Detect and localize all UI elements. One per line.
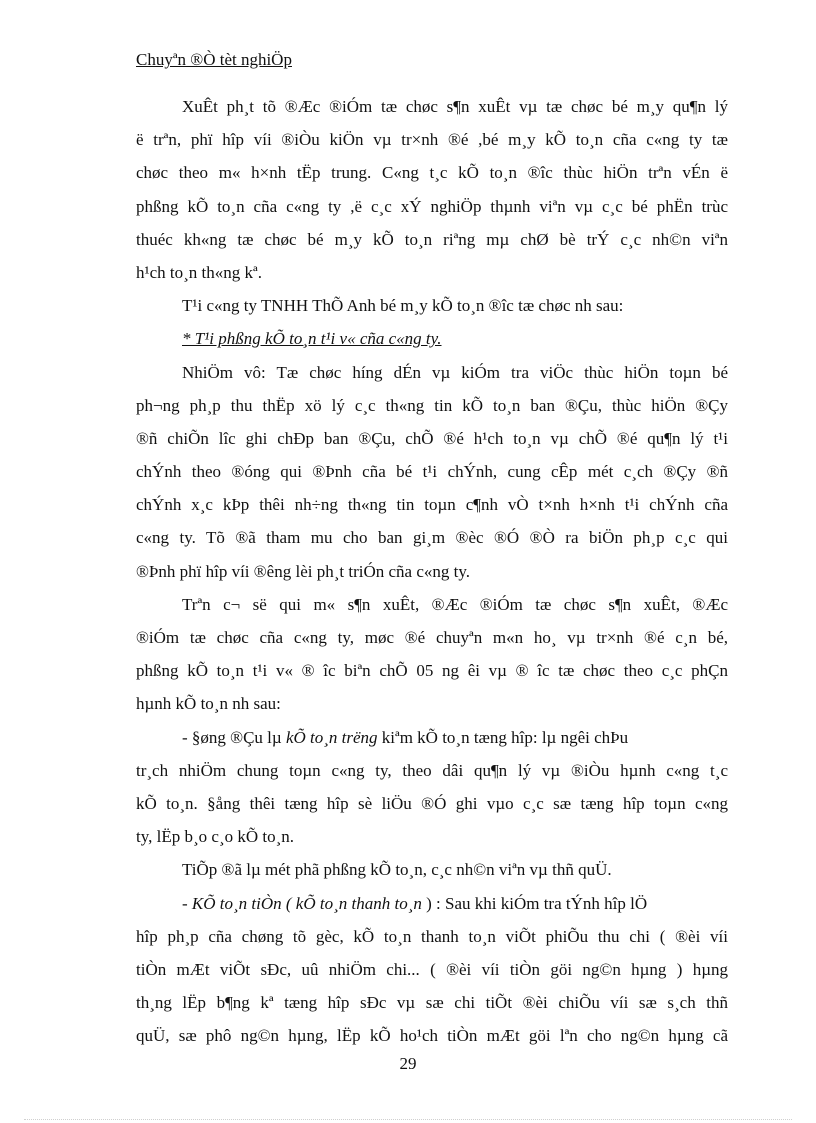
paragraph-line: ë trªn, phï hîp víi ®iÒu kiÖn vµ tr×nh ®é ,bé m¸y kÕ to¸n cña c«ng ty tæ [136, 130, 728, 150]
page-header-title: Chuyªn ®Ò tèt nghiÖp [136, 50, 292, 69]
paragraph-line: XuÊt ph¸t tõ ®Æc ®iÓm tæ chøc s¶n xuÊt vµ tæ chøc bé m¸y qu¶n lý [182, 97, 728, 116]
paragraph-line: th¸ng lËp b¶ng kª tæng hîp sÐc vµ sæ chi tiÕt ®èi chiÕu víi sæ s¸ch thñ [136, 993, 728, 1013]
emphasis-term: kÕ to¸n trëng [285, 727, 378, 747]
paragraph-line [136, 887, 728, 920]
body-text [136, 90, 728, 1052]
paragraph-line: TiÕp ®ã lµ mét phã phßng kÕ to¸n, c¸c nh©n viªn vµ thñ quÜ. [182, 860, 612, 880]
footer-divider [24, 1119, 792, 1120]
paragraph-line: ®Þnh phï hîp víi ®êng lèi ph¸t triÓn cña c«ng ty. [136, 561, 470, 581]
paragraph-line: tiÒn mÆt viÕt sÐc, uû nhiÖm chi... ( ®èi víi tiÒn göi ng©n hµng ) hµng [136, 959, 728, 979]
paragraph-line: kÕ to¸n. §ång thêi tæng hîp sè liÖu ®Ó ghi vµo c¸c sæ tæng hîp toµn c«ng [136, 793, 728, 813]
paragraph-line: ph¬ng ph¸p thu thËp xö lý c¸c th«ng tin kÕ to¸n ban ®Çu, thùc hiÖn ®Çy [136, 395, 728, 415]
paragraph-line: h¹ch to¸n th«ng kª. [136, 262, 262, 282]
paragraph-line: chÝnh theo ®óng qui ®Þnh cña bé t¹i chÝnh, cung cÊp mét c¸ch ®Çy ®ñ [136, 462, 728, 482]
paragraph-line [136, 721, 728, 754]
paragraph-line: tr¸ch nhiÖm chung toµn c«ng ty, theo dâi qu¶n lý vµ ®iÒu hµnh c«ng t¸c [136, 760, 728, 780]
paragraph-line: ®iÓm tæ chøc cña c«ng ty, møc ®é chuyªn m«n ho¸ vµ tr×nh ®é c¸n bé, [136, 628, 728, 647]
paragraph-line: quÜ, sæ phô ng©n hµng, lËp kÕ ho¹ch tiÒn mÆt göi lªn cho ng©n hµng cã [136, 1026, 728, 1046]
section-heading-text: * T¹i phßng kÕ to¸n t¹i v« cña c«ng ty. [182, 329, 442, 349]
paragraph-line: phßng kÕ to¸n cña c«ng ty ,ë c¸c xÝ nghiÖp thµnh viªn vµ c¸c bé phËn trùc [136, 196, 728, 216]
paragraph-line: ®ñ chiÕn lîc ghi chÐp ban ®Çu, chÕ ®é h¹ch to¸n vµ chÕ ®é qu¶n lý t¹i [136, 428, 728, 448]
paragraph-line: NhiÖm vô: Tæ chøc híng dÉn vµ kiÓm tra viÖc thùc hiÖn toµn bé [182, 362, 728, 382]
section-heading [136, 322, 728, 355]
paragraph-line: thuéc kh«ng tæ chøc bé m¸y kÕ to¸n riªng mµ chØ bè trÝ c¸c nh©n viªn [136, 229, 728, 249]
paragraph-line: chøc theo m« h×nh tËp trung. C«ng t¸c kÕ to¸n ®îc thùc hiÖn trªn vÉn ë [136, 163, 728, 183]
paragraph-line: T¹i c«ng ty TNHH ThÕ Anh bé m¸y kÕ to¸n ®îc tæ chøc nh sau: [182, 296, 624, 316]
paragraph-line: ty, lËp b¸o c¸o kÕ to¸n. [136, 827, 295, 847]
paragraph-line: Trªn c¬ së qui m« s¶n xuÊt, ®Æc ®iÓm tæ chøc s¶n xuÊt, ®Æc [182, 594, 728, 614]
paragraph-line: hîp ph¸p cña chøng tõ gèc, kÕ to¸n thanh to¸n viÕt phiÕu thu chi ( ®èi víi [136, 926, 728, 946]
line-segment: ) : Sau khi kiÓm tra tÝnh hîp lÖ [421, 893, 648, 913]
page-number: 29 [399, 1054, 417, 1073]
emphasis-term: KÕ to¸n tiÒn ( kÕ to¸n thanh to¸n [191, 893, 422, 913]
paragraph-line: phßng kÕ to¸n t¹i v« ® îc biªn chÕ 05 ng êi vµ ® îc tæ chøc theo c¸c phÇn [136, 661, 728, 681]
line-segment: - §øng ®Çu lµ [182, 727, 286, 747]
paragraph-line: hµnh kÕ to¸n nh sau: [136, 694, 281, 714]
paragraph-line: chÝnh x¸c kÞp thêi nh÷ng th«ng tin toµn c¶nh vÒ t×nh h×nh t¹i chÝnh cña [136, 495, 728, 515]
line-segment: - [182, 893, 192, 913]
paragraph-line: c«ng ty. Tõ ®ã tham mu cho ban gi¸m ®èc ®Ó ®Ò ra biÖn ph¸p c¸c qui [136, 528, 728, 548]
line-segment: kiªm kÕ to¸n tæng hîp: lµ ngêi chÞu [377, 727, 629, 747]
